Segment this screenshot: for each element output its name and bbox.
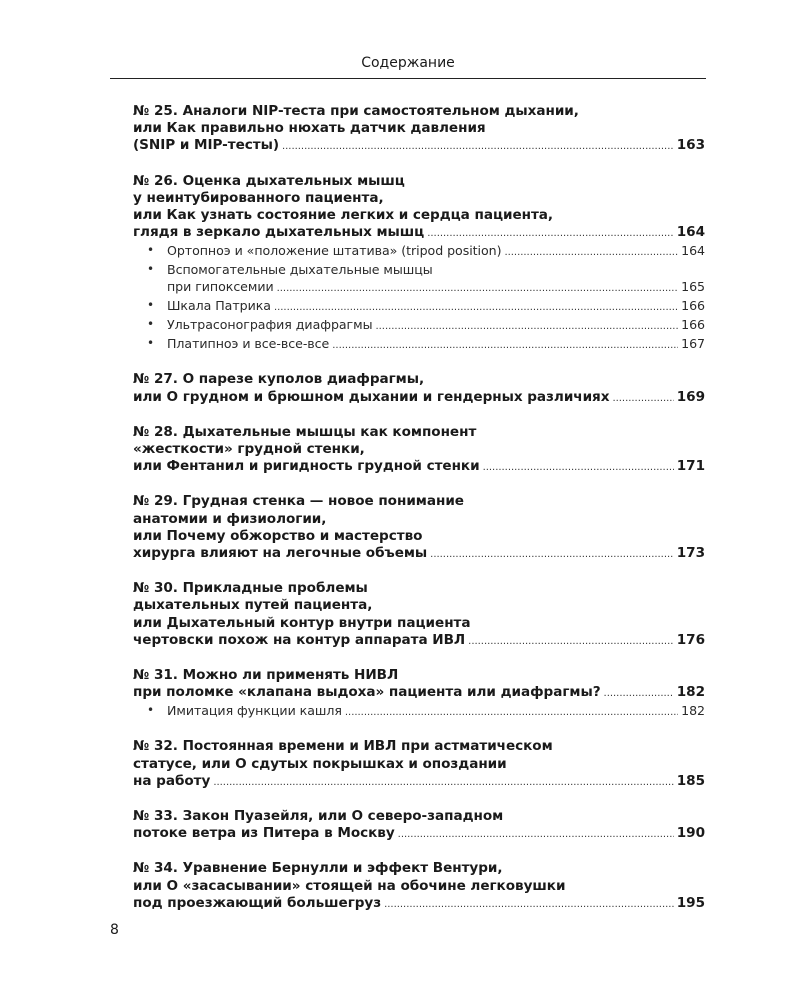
toc-entry[interactable]	[133, 424, 705, 477]
page-ref: 190	[676, 825, 705, 842]
entry-title-text: глядя в зеркало дыхательных мышц	[133, 224, 425, 241]
toc-subentry[interactable]	[147, 316, 705, 335]
entry-title-line: «жесткости» грудной стенки,	[133, 440, 365, 457]
entry-title-text: на работу	[133, 772, 211, 789]
bullet-icon: •	[147, 336, 155, 351]
subentry-list	[133, 242, 705, 354]
dot-leader	[504, 244, 678, 261]
entry-title-last-line[interactable]	[133, 224, 705, 242]
bullet-icon: •	[147, 262, 155, 277]
entry-title-last-line[interactable]	[133, 632, 705, 650]
bullet-icon: •	[147, 243, 155, 258]
entry-title-line: Вспомогательные дыхательные мышцы	[167, 262, 433, 278]
page-ref: 185	[676, 772, 705, 789]
toc-entry[interactable]	[133, 808, 705, 843]
bullet-icon: •	[147, 317, 155, 332]
bullet-icon: •	[147, 703, 155, 718]
page-ref: 171	[676, 458, 705, 475]
page-ref: 176	[676, 631, 705, 648]
page-ref: 182	[676, 684, 705, 701]
toc-entry[interactable]	[133, 667, 705, 721]
header-rule	[110, 78, 706, 79]
toc-entry[interactable]	[133, 738, 705, 791]
toc-entry[interactable]	[133, 860, 705, 913]
entry-title-line: дыхательных путей пациента,	[133, 597, 373, 614]
entry-title-line: или Дыхательный контур внутри пациента	[133, 614, 471, 631]
entry-title-line: статусе, или О сдутых покрышках и опоздании	[133, 755, 507, 772]
subentry-list	[133, 702, 705, 721]
entry-title-text: при поломке «клапана выдоха» пациента или диафрагмы?	[133, 684, 601, 701]
dot-leader	[398, 826, 674, 843]
entry-title-line: № 25. Аналоги NIP-теста при самостоятельном дыхании,	[133, 103, 579, 119]
page-ref: 173	[676, 544, 705, 561]
entry-title-line: № 28. Дыхательные мышцы как компонент	[133, 423, 477, 440]
dot-leader	[332, 337, 678, 354]
entry-title-line: № 26. Оценка дыхательных мышц	[133, 172, 405, 189]
entry-title-line: № 30. Прикладные проблемы	[133, 580, 368, 597]
page-ref: 165	[681, 279, 705, 295]
dot-leader	[345, 704, 678, 721]
dot-leader	[384, 896, 674, 913]
entry-title-text: при гипоксемии	[167, 279, 274, 295]
entry-title-line: № 32. Постоянная времени и ИВЛ при астматическом	[133, 738, 553, 755]
running-header: Содержание	[361, 55, 455, 71]
entry-title-text: или Фентанил и ригидность грудной стенки	[133, 458, 480, 475]
dot-leader	[274, 299, 678, 316]
entry-title-last-line[interactable]	[133, 545, 705, 563]
entry-title-text: Ортопноэ и «положение штатива» (tripod position)	[167, 243, 502, 259]
entry-title-text: под проезжающий большегруз	[133, 894, 382, 911]
entry-title-last-line[interactable]	[167, 297, 705, 316]
entry-title-line: № 27. О парезе куполов диафрагмы,	[133, 371, 425, 388]
entry-title-last-line[interactable]	[133, 773, 705, 791]
dot-leader	[277, 280, 679, 297]
entry-title-text: Имитация функции кашля	[167, 703, 342, 719]
toc-subentry[interactable]	[147, 335, 705, 354]
entry-title-line: или Как узнать состояние легких и сердца пациента,	[133, 207, 554, 223]
entry-title-text: Ультрасонография диафрагмы	[167, 317, 373, 333]
entry-title-line: или Почему обжорство и мастерство	[133, 527, 423, 544]
page-ref: 167	[681, 336, 705, 352]
page-ref: 166	[681, 298, 705, 314]
entry-title-text: (SNIP и MIP-тесты)	[133, 137, 279, 154]
page-ref: 164	[681, 243, 705, 259]
entry-title-last-line[interactable]	[133, 458, 705, 476]
entry-title-last-line[interactable]	[133, 389, 705, 407]
page-ref: 164	[676, 224, 705, 241]
entry-title-line: № 31. Можно ли применять НИВЛ	[133, 666, 399, 683]
entry-title-line: № 29. Грудная стенка — новое понимание	[133, 493, 464, 510]
page-ref: 182	[681, 703, 705, 719]
entry-title-last-line[interactable]	[167, 242, 705, 261]
entry-title-text: потоке ветра из Питера в Москву	[133, 825, 395, 842]
toc-entry[interactable]	[133, 371, 705, 406]
toc-entry[interactable]	[133, 493, 705, 563]
table-of-contents	[133, 103, 705, 930]
entry-title-last-line[interactable]	[133, 684, 705, 702]
toc-entry[interactable]	[133, 103, 705, 156]
toc-subentry[interactable]	[147, 702, 705, 721]
dot-leader	[282, 138, 674, 155]
entry-title-text: Платипноэ и все-все-все	[167, 336, 330, 352]
entry-title-last-line[interactable]	[133, 137, 705, 155]
toc-entry[interactable]	[133, 580, 705, 650]
entry-title-last-line[interactable]	[167, 335, 705, 354]
entry-title-text: Шкала Патрика	[167, 298, 271, 314]
entry-title-last-line[interactable]	[167, 278, 705, 297]
entry-title-last-line[interactable]	[133, 825, 705, 843]
entry-title-text: хирурга влияют на легочные объемы	[133, 544, 428, 561]
page-ref: 163	[676, 137, 705, 154]
entry-title-text: чертовски похож на контур аппарата ИВЛ	[133, 631, 466, 648]
dot-leader	[375, 318, 678, 335]
dot-leader	[483, 459, 674, 476]
dot-leader	[213, 774, 673, 791]
dot-leader	[427, 225, 674, 242]
entry-title-last-line[interactable]	[167, 316, 705, 335]
page-ref: 166	[681, 317, 705, 333]
entry-title-line: или О «засасывании» стоящей на обочине легковушки	[133, 877, 566, 894]
entry-title-last-line[interactable]	[133, 895, 705, 913]
entry-title-text: или О грудном и брюшном дыхании и гендерных различиях	[133, 388, 610, 405]
toc-subentry[interactable]	[147, 297, 705, 316]
dot-leader	[612, 390, 673, 407]
entry-title-last-line[interactable]	[167, 702, 705, 721]
dot-leader	[604, 685, 674, 702]
toc-entry[interactable]	[133, 173, 705, 355]
dot-leader	[468, 633, 674, 650]
dot-leader	[430, 546, 674, 563]
entry-title-line: № 34. Уравнение Бернулли и эффект Вентури,	[133, 860, 503, 877]
bullet-icon: •	[147, 298, 155, 313]
entry-title-line: анатомии и физиологии,	[133, 510, 327, 527]
toc-subentry[interactable]	[147, 261, 705, 297]
entry-title-line: у неинтубированного пациента,	[133, 189, 384, 206]
page-ref: 169	[676, 388, 705, 405]
page-number: 8	[110, 922, 119, 938]
page-ref: 195	[676, 894, 705, 911]
entry-title-line: № 33. Закон Пуазейля, или О северо-западном	[133, 807, 504, 824]
toc-subentry[interactable]	[147, 242, 705, 261]
entry-title-line: или Как правильно нюхать датчик давления	[133, 120, 486, 137]
